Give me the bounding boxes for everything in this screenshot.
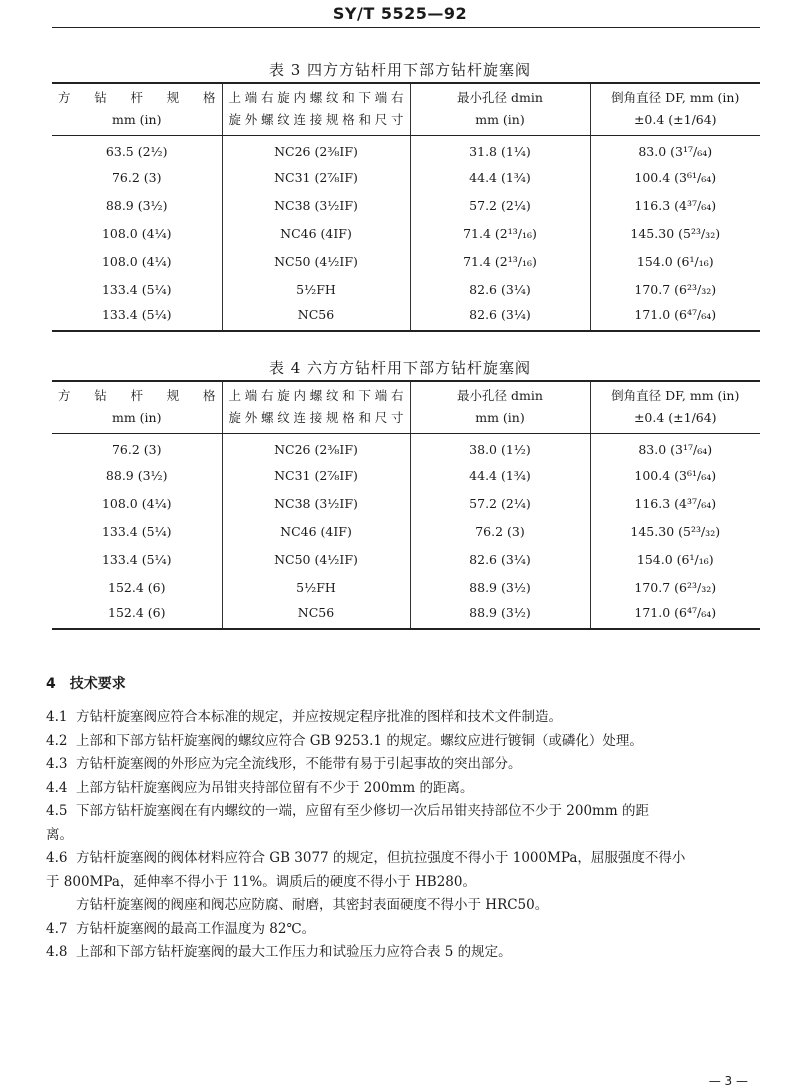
- header-line: 方 钻 杆 规 格: [58, 388, 216, 404]
- clause-number: 4.3: [46, 756, 68, 772]
- table-cell: 116.3 (4³⁷/₆₄): [590, 191, 760, 219]
- header-line: 上端右旋内螺纹和下端右: [228, 388, 404, 404]
- table-cell: 100.4 (3⁶¹/₆₄): [590, 163, 760, 191]
- table4-title: 表 4 六方方钻杆用下部方钻杆旋塞阀: [268, 359, 532, 377]
- table-cell: 108.0 (4¼): [101, 495, 172, 511]
- table4: [52, 380, 760, 630]
- table-cell: NC46 (4IF): [222, 517, 410, 545]
- table-row: [52, 275, 760, 303]
- section-number: 4: [46, 676, 56, 692]
- table-cell: 82.6 (3¼): [410, 275, 590, 303]
- table-cell: 76.2 (3): [111, 441, 162, 457]
- header-line: 倒角直径 DF, mm (in): [611, 388, 740, 404]
- table-cell: NC38 (3½IF): [222, 191, 410, 219]
- table-cell: 170.7 (6²³/₃₂): [590, 275, 760, 303]
- table-cell: NC50 (4½IF): [222, 247, 410, 275]
- table-row: [52, 433, 760, 461]
- table4-header-row: [52, 381, 760, 433]
- table-cell: 116.3 (4³⁷/₆₄): [590, 489, 760, 517]
- table4-header-thread: [222, 381, 410, 433]
- table-row: [52, 163, 760, 191]
- table-cell: 57.2 (2¼): [410, 191, 590, 219]
- table-cell: 171.0 (6⁴⁷/₆₄): [590, 601, 760, 629]
- table-cell: 88.9 (3½): [105, 467, 168, 483]
- table-cell: 71.4 (2¹³/₁₆): [410, 247, 590, 275]
- header-line: mm (in): [112, 410, 162, 426]
- header-line: mm (in): [475, 410, 525, 426]
- list-item: [46, 730, 760, 754]
- table-cell: NC38 (3½IF): [222, 489, 410, 517]
- list-item: [46, 777, 760, 801]
- table-cell: 133.4 (5¼): [101, 551, 172, 567]
- header-line: ±0.4 (±1/64): [633, 112, 717, 128]
- table-cell: 57.2 (2¼): [410, 489, 590, 517]
- table-cell: 152.4 (6): [52, 601, 222, 629]
- table-cell: 76.2 (3): [410, 517, 590, 545]
- table-cell: 63.5 (2½): [105, 143, 168, 159]
- requirements-list: [46, 706, 760, 965]
- clause-text: 方钻杆旋塞阀的外形应为完全流线形，不能带有易于引起事故的突出部分。: [76, 756, 522, 772]
- table-cell: NC50 (4½IF): [222, 545, 410, 573]
- table-cell: 88.9 (3½): [410, 601, 590, 629]
- header-line: 方 钻 杆 规 格: [58, 90, 216, 106]
- table3-title: 表 3 四方方钻杆用下部方钻杆旋塞阀: [268, 61, 532, 79]
- section-title: 技术要求: [69, 676, 126, 692]
- table-row: [52, 545, 760, 573]
- header-line: mm (in): [112, 112, 162, 128]
- table-row: [52, 573, 760, 601]
- standard-code-header: SY/T 5525—92: [332, 4, 468, 23]
- clause-number: 4.8: [46, 944, 68, 960]
- clause-text-continuation: 于 800MPa，延伸率不得小于 11%。调质后的硬度不得小于 HB280。: [46, 873, 476, 890]
- clause-number: 4.4: [46, 779, 68, 796]
- table3-header-bore: [410, 83, 590, 135]
- list-item: [46, 706, 760, 730]
- clause-text: 上部方钻杆旋塞阀应为吊钳夹持部位留有不少于 200mm 的距离。: [76, 779, 474, 796]
- table-cell: 145.30 (5²³/₃₂): [590, 517, 760, 545]
- table-cell: 88.9 (3½): [410, 573, 590, 601]
- clause-number: 4.7: [46, 920, 68, 937]
- header-line: 上端右旋内螺纹和下端右: [228, 90, 404, 106]
- table-cell: 71.4 (2¹³/₁₆): [410, 219, 590, 247]
- header-line: 旋外螺纹连接规格和尺寸: [228, 410, 404, 426]
- table-cell: 88.9 (3½): [105, 197, 168, 213]
- clause-text: 上部和下部方钻杆旋塞阀的最大工作压力和试验压力应符合表 5 的规定。: [76, 944, 512, 960]
- table4-header-size: [52, 381, 222, 433]
- table-cell: 38.0 (1½): [410, 433, 590, 461]
- table3-header-chamfer: [590, 83, 760, 135]
- table-cell: 154.0 (6¹/₁₆): [590, 545, 760, 573]
- header-line: 最小孔径 dmin: [457, 90, 543, 106]
- section-heading: [46, 673, 140, 693]
- clause-text: 上部和下部方钻杆旋塞阀的螺纹应符合 GB 9253.1 的规定。螺纹应进行镀铜（或磷化）处理。: [76, 732, 643, 749]
- table-cell: NC31 (2⅞IF): [222, 461, 410, 489]
- table-row: [52, 219, 760, 247]
- table-cell: 100.4 (3⁶¹/₆₄): [590, 461, 760, 489]
- clause-number: 4.6: [46, 850, 68, 866]
- clause-text-continuation: 离。: [46, 826, 73, 843]
- clause-number: 4.5: [46, 803, 68, 819]
- table-row: [52, 135, 760, 163]
- table-cell: 5½FH: [222, 275, 410, 303]
- clause-text: 方钻杆旋塞阀的阀体材料应符合 GB 3077 的规定，但抗拉强度不得小于 1000MPa，屈服强度不得小: [76, 850, 686, 866]
- table3-header-size: [52, 83, 222, 135]
- table-cell: 152.4 (6): [108, 579, 166, 595]
- list-item: [46, 941, 760, 965]
- table-cell: 31.8 (1¼): [410, 135, 590, 163]
- clause-text: 方钻杆旋塞阀应符合本标准的规定，并应按规定程序批准的图样和技术文件制造。: [76, 709, 562, 725]
- list-item-continuation: [46, 824, 760, 848]
- table-cell: 83.0 (3¹⁷/₆₄): [590, 135, 760, 163]
- page-number: — 3 —: [708, 1074, 748, 1088]
- header-line: mm (in): [475, 112, 525, 128]
- table3-header-thread: [222, 83, 410, 135]
- table-cell: 76.2 (3): [111, 169, 162, 185]
- clause-text: 方钻杆旋塞阀的阀座和阀芯应防腐、耐磨，其密封表面硬度不得小于 HRC50。: [76, 897, 549, 913]
- table-cell: 44.4 (1¾): [410, 461, 590, 489]
- table-cell: 108.0 (4¼): [101, 225, 172, 241]
- header-line: 倒角直径 DF, mm (in): [611, 90, 740, 106]
- table4-header-chamfer: [590, 381, 760, 433]
- table-cell: NC56: [222, 303, 410, 331]
- table-cell: 133.4 (5¼): [52, 303, 222, 331]
- table-row: [52, 601, 760, 629]
- table-cell: 44.4 (1¾): [410, 163, 590, 191]
- list-item: [46, 847, 760, 871]
- list-item-continuation: [46, 871, 760, 895]
- list-item: [46, 918, 760, 942]
- header-line: 最小孔径 dmin: [457, 388, 543, 404]
- header-line: 旋外螺纹连接规格和尺寸: [228, 112, 404, 128]
- list-item: [46, 800, 760, 824]
- table-cell: NC31 (2⅞IF): [222, 163, 410, 191]
- table3-header-row: [52, 83, 760, 135]
- header-rule: [52, 27, 760, 28]
- table-cell: 133.4 (5¼): [101, 281, 172, 297]
- table-cell: NC56: [222, 601, 410, 629]
- table-cell: 83.0 (3¹⁷/₆₄): [590, 433, 760, 461]
- table-cell: 145.30 (5²³/₃₂): [590, 219, 760, 247]
- table-cell: 5½FH: [222, 573, 410, 601]
- table-cell: 82.6 (3¼): [410, 303, 590, 331]
- table4-header-bore: [410, 381, 590, 433]
- table-row: [52, 461, 760, 489]
- table-cell: 108.0 (4¼): [101, 253, 172, 269]
- table-row: [52, 303, 760, 331]
- table-cell: NC46 (4IF): [222, 219, 410, 247]
- table-row: [52, 247, 760, 275]
- table-cell: 170.7 (6²³/₃₂): [590, 573, 760, 601]
- clause-text: 下部方钻杆旋塞阀在有内螺纹的一端，应留有至少修切一次后吊钳夹持部位不少于 200mm 的距: [76, 803, 649, 819]
- clause-number: 4.1: [46, 709, 68, 725]
- header-line: ±0.4 (±1/64): [633, 410, 717, 426]
- clause-number: 4.2: [46, 732, 68, 749]
- table-row: [52, 517, 760, 545]
- table-row: [52, 191, 760, 219]
- clause-text: 方钻杆旋塞阀的最高工作温度为 82℃。: [76, 920, 316, 937]
- table-cell: NC26 (2⅜IF): [222, 433, 410, 461]
- table-cell: 171.0 (6⁴⁷/₆₄): [590, 303, 760, 331]
- table-row: [52, 489, 760, 517]
- list-item: [46, 753, 760, 777]
- table-cell: NC26 (2⅜IF): [222, 135, 410, 163]
- table-cell: 154.0 (6¹/₁₆): [590, 247, 760, 275]
- list-item: [46, 894, 760, 918]
- table3: [52, 82, 760, 332]
- table-cell: 82.6 (3¼): [410, 545, 590, 573]
- table-cell: 133.4 (5¼): [101, 523, 172, 539]
